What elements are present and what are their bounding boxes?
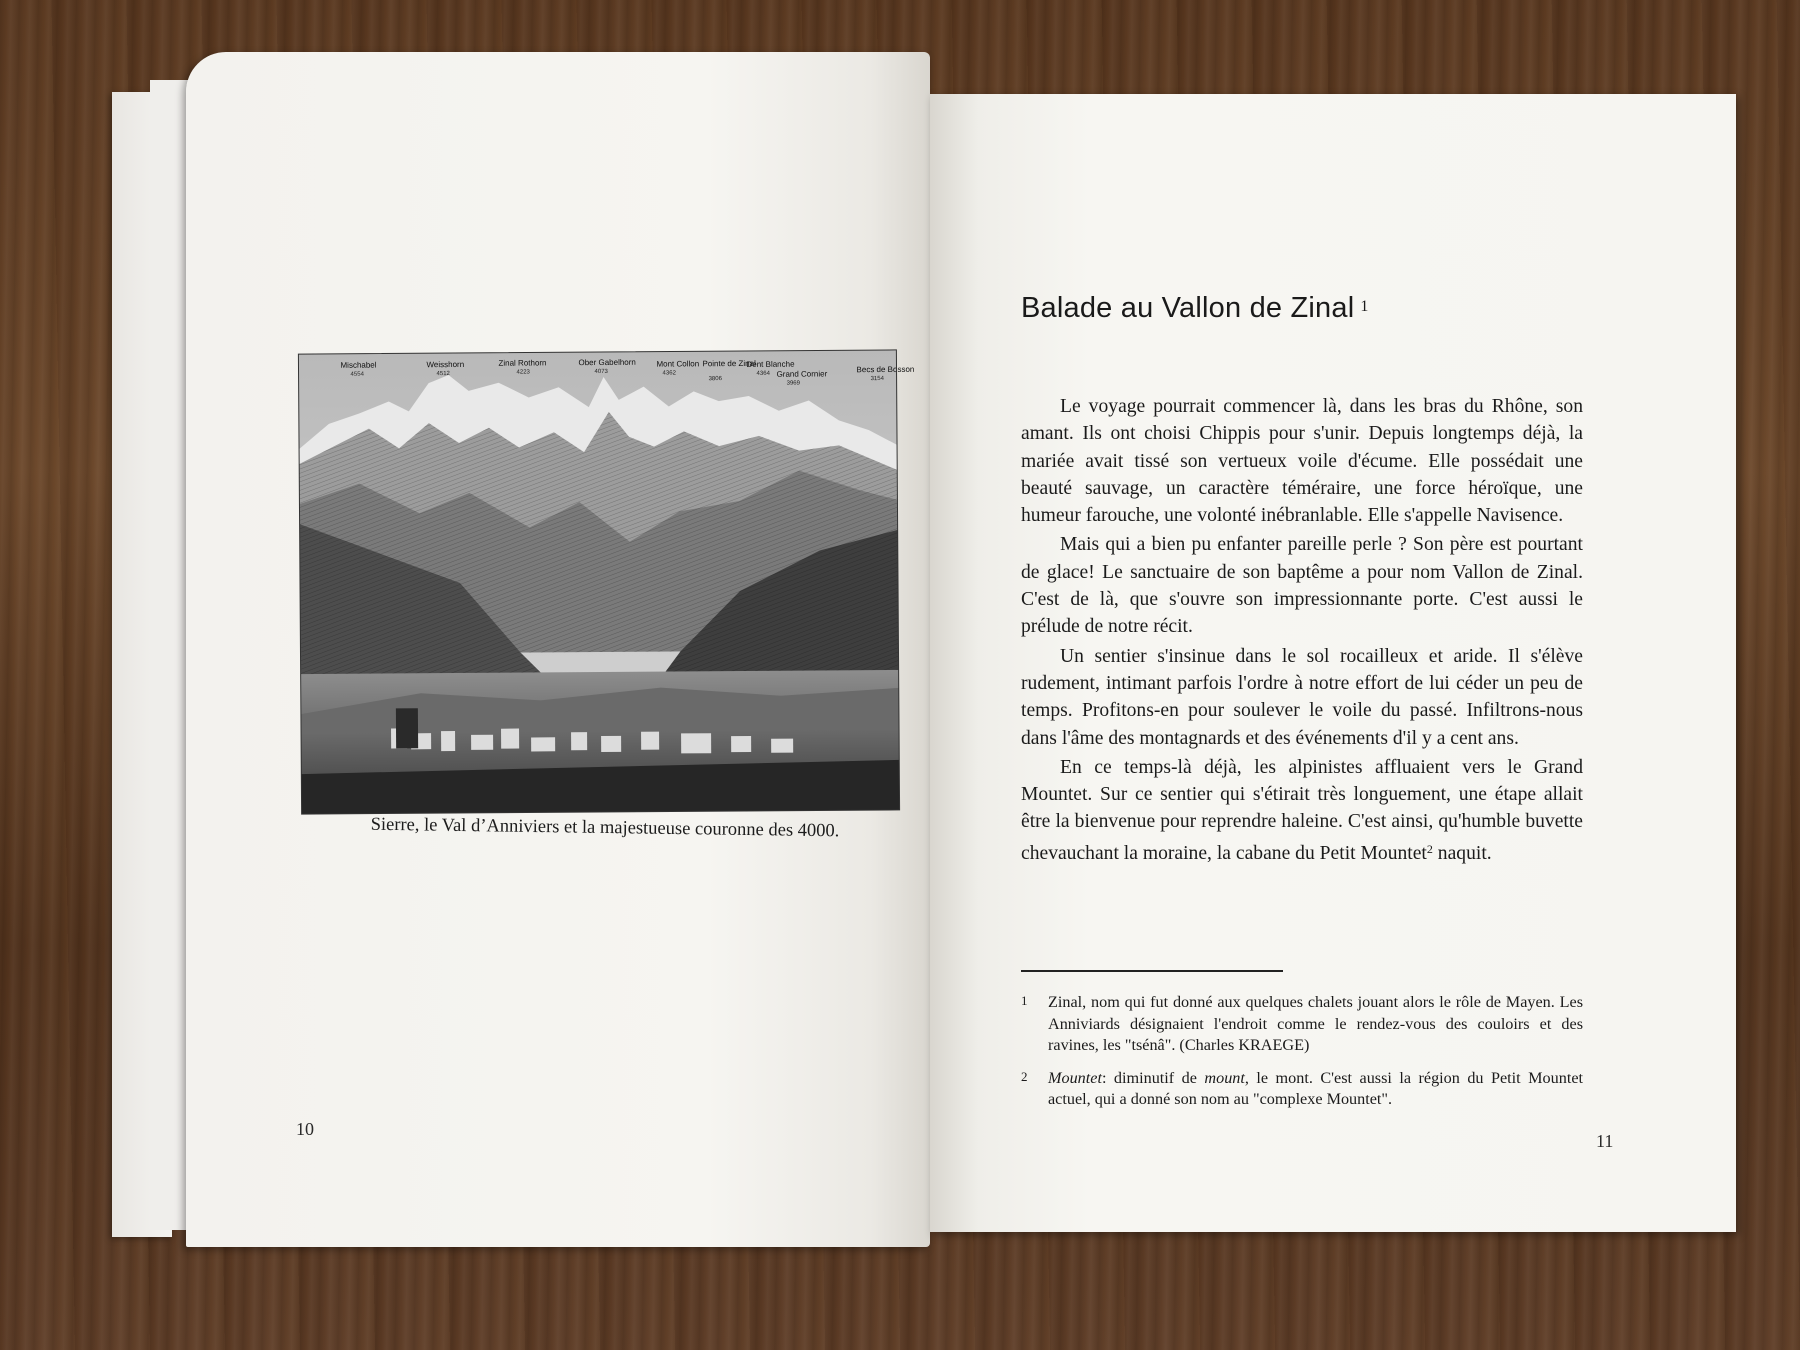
footnote-1 bbox=[1021, 992, 1583, 1057]
footnote-ref: 2 bbox=[1426, 841, 1433, 856]
peak-altitude: 3154 bbox=[870, 376, 884, 383]
peak-label: Weisshorn bbox=[426, 359, 465, 370]
paragraph: Mais qui a bien pu enfanter pareille perle ? Son père est pourtant de glace! Le sanctuaire de son baptême a pour nom Vallon de Zinal. C'est de là, que s'ouvre son impressionnante porte. C'est aussi le prélude de notre récit. bbox=[1021, 534, 1583, 638]
footnote-number: 2 bbox=[1021, 1068, 1028, 1084]
page-number-left: 10 bbox=[296, 1119, 314, 1139]
paragraph: Le voyage pourrait commencer là, dans les bras du Rhône, son amant. Ils ont choisi Chippis pour s'unir. Depuis longtemps déjà, la mariée avait tissé son vertueux voile d'écume. Elle possédait une beauté sauvage, un caractère téméraire, une force héroïque, une humeur farouche, une volonté inébranlable. Elle s'appelle Navisence. bbox=[1021, 396, 1583, 527]
chapter-title-text: Balade au Vallon de Zinal bbox=[1021, 292, 1355, 324]
peak-label: Grand Cornier bbox=[776, 369, 828, 379]
peak-label: Mischabel bbox=[340, 360, 377, 370]
peak-altitude: 4073 bbox=[594, 368, 608, 376]
mountain-engraving bbox=[298, 350, 915, 814]
peak-altitude: 4512 bbox=[436, 371, 450, 378]
page-number-right: 11 bbox=[1596, 1131, 1614, 1151]
paragraph-text: En ce temps-là déjà, les alpinistes affluaient vers le Grand Mountet. Sur ce sentier qui s'étirait très longuement, une étape allait être la bienvenue pour reprendre haleine. C'est ainsi, qu'humble buvette chevauchant la moraine, la cabane du Petit bbox=[1021, 756, 1583, 864]
image-caption: Sierre, le Val d’Anniviers et la majestueuse couronne des 4000. bbox=[370, 814, 840, 842]
footnote-term: Mountet bbox=[1048, 1068, 1102, 1087]
paragraph-end: naquit. bbox=[1432, 842, 1492, 864]
peak-altitude: 4362 bbox=[662, 370, 676, 377]
peak-label: Pointe de Zinal bbox=[702, 358, 756, 369]
peak-label: Becs de Bosson bbox=[856, 364, 915, 375]
footnote-2 bbox=[1021, 1068, 1583, 1111]
peak-label: Zinal Rothorn bbox=[498, 358, 547, 368]
peak-label: Ober Gabelhorn bbox=[578, 357, 636, 368]
peak-label: Dent Blanche bbox=[746, 359, 795, 369]
paragraph-tail-word: Mountet bbox=[1360, 842, 1427, 864]
title-footnote-ref: 1 bbox=[1360, 298, 1369, 315]
paragraph: Un sentier s'insinue dans le sol rocailleux et aride. Il s'élève rudement, intimant parfois l'ordre à notre effort de lui céder un peu de temps. Profitons-en pour soulever le voile du passé. Infiltrons-nous dans l'âme des montagnards et des événements d'il y a cent ans. bbox=[1021, 645, 1583, 749]
peak-altitude: 3806 bbox=[708, 376, 722, 383]
footnote-term-2: mount bbox=[1204, 1068, 1245, 1087]
footnote-rest: , le mont. C'est aussi la région du Petit Mountet actuel, qui a donné son nom au "complexe Mountet". bbox=[1048, 1068, 1583, 1108]
peak-altitude: 4554 bbox=[350, 371, 364, 378]
footnote-number: 1 bbox=[1021, 993, 1028, 1008]
paragraph bbox=[1021, 754, 1583, 867]
peak-altitude: 4364 bbox=[756, 370, 770, 377]
footnote-sep: : diminutif de bbox=[1101, 1068, 1205, 1087]
footnote-text: Zinal, nom qui fut donné aux quelques chalets jouant alors le rôle de Mayen. Les Anniviards désignaient l'endroit comme le rendez-vous des couloirs et des ravines, les "tsénâ". (Charles KRAEGE) bbox=[1048, 993, 1583, 1054]
chapter-title bbox=[1021, 292, 1369, 325]
peak-label: Mont Collon bbox=[656, 359, 700, 369]
footnote-divider bbox=[1021, 970, 1283, 972]
body-text bbox=[1021, 393, 1583, 869]
peak-altitude: 4223 bbox=[516, 369, 530, 376]
page-edges-inner bbox=[150, 80, 190, 1230]
peak-altitude: 3969 bbox=[786, 380, 801, 387]
footnotes bbox=[1021, 992, 1583, 1122]
